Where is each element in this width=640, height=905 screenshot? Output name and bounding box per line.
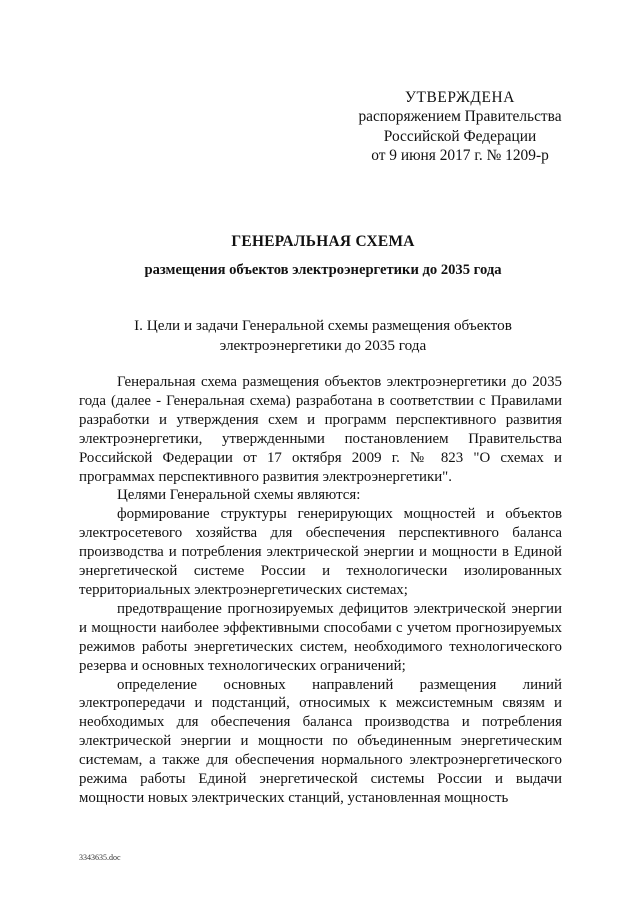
body-paragraph: определение основных направлений размещения линий электропередачи и подстанций, относимых к межсистемным связям и необходимых для обеспечения баланса производства и потребления электрической энергии и мощности по объединенным энергетическим системам, а также для обеспечения нормального электроэнергетического режима работы Единой энергетической системы России и выдачи мощности новых электрических станций, установленная мощность — [79, 676, 562, 806]
approval-authority: распоряжением Правительства — [358, 108, 562, 126]
approval-date-number: от 9 июня 2017 г. № 1209-р — [371, 146, 549, 164]
body-paragraph: Целями Генеральной схемы являются: — [117, 487, 361, 504]
section-heading-line-1: I. Цели и задачи Генеральной схемы размещения объектов — [134, 317, 512, 334]
body-paragraph: предотвращение прогнозируемых дефицитов электрической энергии и мощности наиболее эффективными способами с учетом прогнозируемых режимов работы энергетических систем, необходимого технологического резерва и основных технологических ограничений; — [79, 600, 562, 674]
approval-stamp — [340, 88, 580, 165]
footer-document-id: 3343635.doc — [79, 853, 121, 862]
document-subtitle: размещения объектов электроэнергетики до 2035 года — [144, 262, 502, 278]
body-paragraph: Генеральная схема размещения объектов электроэнергетики до 2035 года (далее - Генеральная схема) разработана в соответствии с Правилами разработки и утверждения схем и программ перспективного развития электроэнергетики, утвержденными постановлением Правительства Российской Федерации от 17 октября 2009 г. № 823 "О схемах и программах перспективного развития электроэнергетики". — [79, 374, 562, 485]
document-title: ГЕНЕРАЛЬНАЯ СХЕМА — [231, 233, 415, 250]
body-paragraph: формирование структуры генерирующих мощностей и объектов электросетевого хозяйства для обеспечения перспективного баланса производства и потребления электрической энергии и мощности в Единой энергетической системе России и технологически изолированных территориальных электроэнергетических системах; — [79, 506, 562, 598]
document-body — [79, 373, 562, 808]
section-heading-line-2: электроэнергетики до 2035 года — [219, 337, 427, 354]
document-title-block — [70, 232, 576, 280]
approval-title: УТВЕРЖДЕНА — [405, 89, 515, 106]
approval-country: Российской Федерации — [383, 127, 537, 145]
section-heading — [70, 316, 576, 356]
